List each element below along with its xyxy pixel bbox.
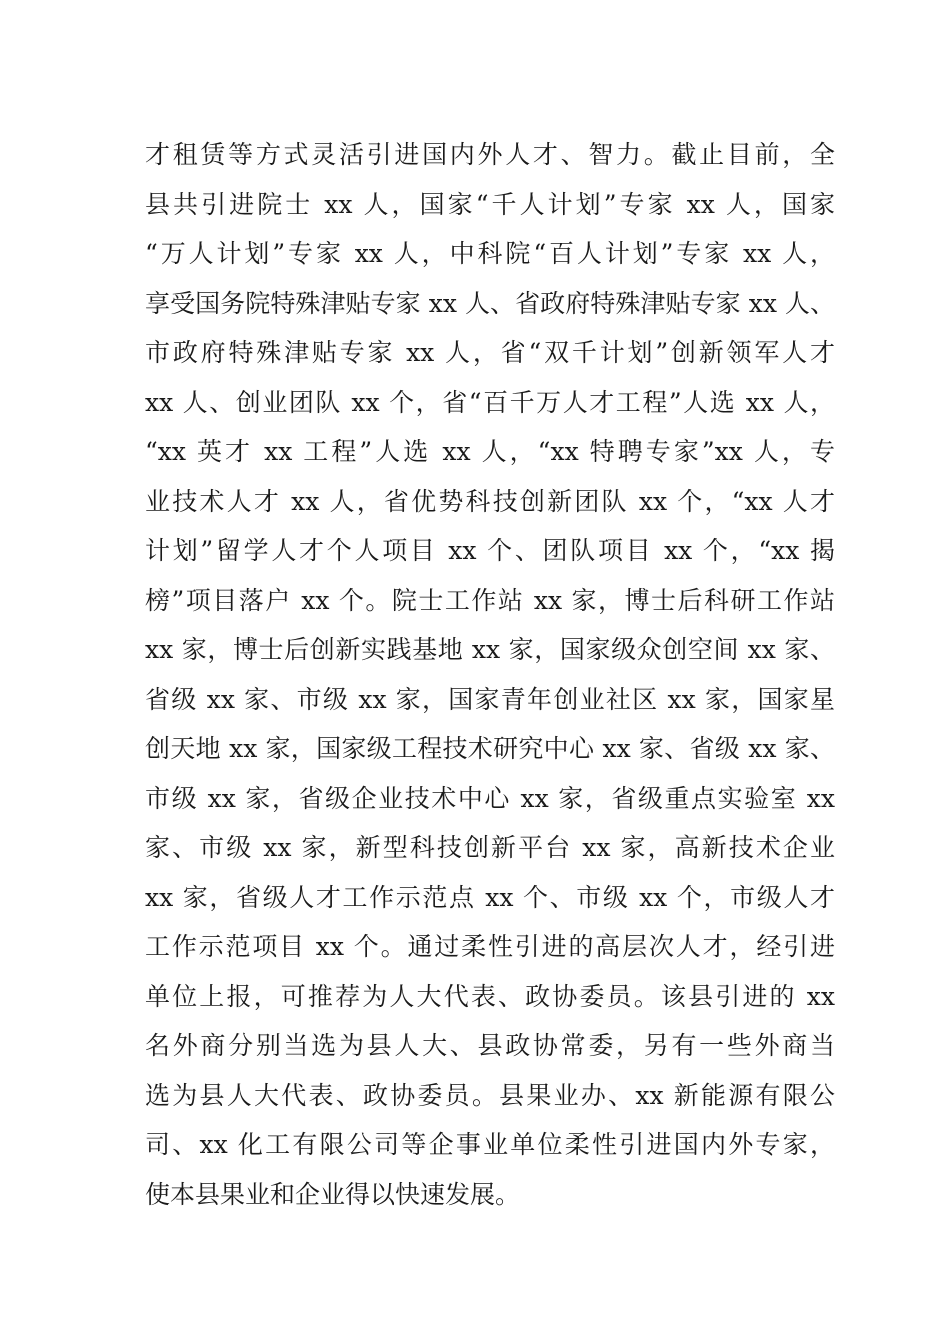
text-line-4: 享受国务院特殊津贴专家 xx 人、省政府特殊津贴专家 xx 人、 [145, 288, 835, 318]
text-line-7: “xx 英才 xx 工程”人选 xx 人，“xx 特聘专家”xx 人，专 [145, 437, 835, 466]
text-line-22: 使本县果业和企业得以快速发展。 [145, 1179, 521, 1209]
text-line-5: 市政府特殊津贴专家 xx 人，省“双千计划”创新领军人才 [145, 338, 835, 367]
text-line-8: 业技术人才 xx 人，省优势科技创新团队 xx 个，“xx 人才 [145, 486, 835, 516]
text-line-2: 县共引进院士 xx 人，国家“千人计划”专家 xx 人，国家 [145, 189, 835, 219]
text-line-18: 单位上报，可推荐为人大代表、政协委员。该县引进的 xx [145, 981, 835, 1011]
text-line-6: xx 人、创业团队 xx 个，省“百千万人才工程”人选 xx 人， [145, 387, 835, 417]
text-line-15: 家、市级 xx 家，新型科技创新平台 xx 家，高新技术企业 [145, 833, 835, 862]
text-line-12: 省级 xx 家、市级 xx 家，国家青年创业社区 xx 家，国家星 [145, 684, 835, 714]
text-line-3: “万人计划”专家 xx 人，中科院“百人计划”专家 xx 人， [145, 239, 835, 268]
text-line-19: 名外商分别当选为县人大、县政协常委，另有一些外商当 [145, 1031, 835, 1060]
text-line-20: 选为县人大代表、政协委员。县果业办、xx 新能源有限公 [145, 1080, 835, 1110]
text-line-11: xx 家，博士后创新实践基地 xx 家，国家级众创空间 xx 家、 [145, 635, 835, 664]
text-line-13: 创天地 xx 家，国家级工程技术研究中心 xx 家、省级 xx 家、 [145, 734, 835, 763]
body-paragraph [145, 130, 835, 1219]
text-line-9: 计划”留学人才个人项目 xx 个、团队项目 xx 个，“xx 揭 [145, 536, 835, 565]
text-line-21: 司、xx 化工有限公司等企事业单位柔性引进国内外专家， [145, 1130, 835, 1159]
text-line-16: xx 家，省级人才工作示范点 xx 个、市级 xx 个，市级人才 [145, 882, 835, 912]
text-line-1: 才租赁等方式灵活引进国内外人才、智力。截止目前，全 [145, 140, 835, 169]
text-line-17: 工作示范项目 xx 个。通过柔性引进的高层次人才，经引进 [145, 932, 835, 961]
text-line-10: 榜”项目落户 xx 个。院士工作站 xx 家，博士后科研工作站 [145, 585, 835, 615]
text-line-14: 市级 xx 家，省级企业技术中心 xx 家，省级重点实验室 xx [145, 783, 835, 813]
